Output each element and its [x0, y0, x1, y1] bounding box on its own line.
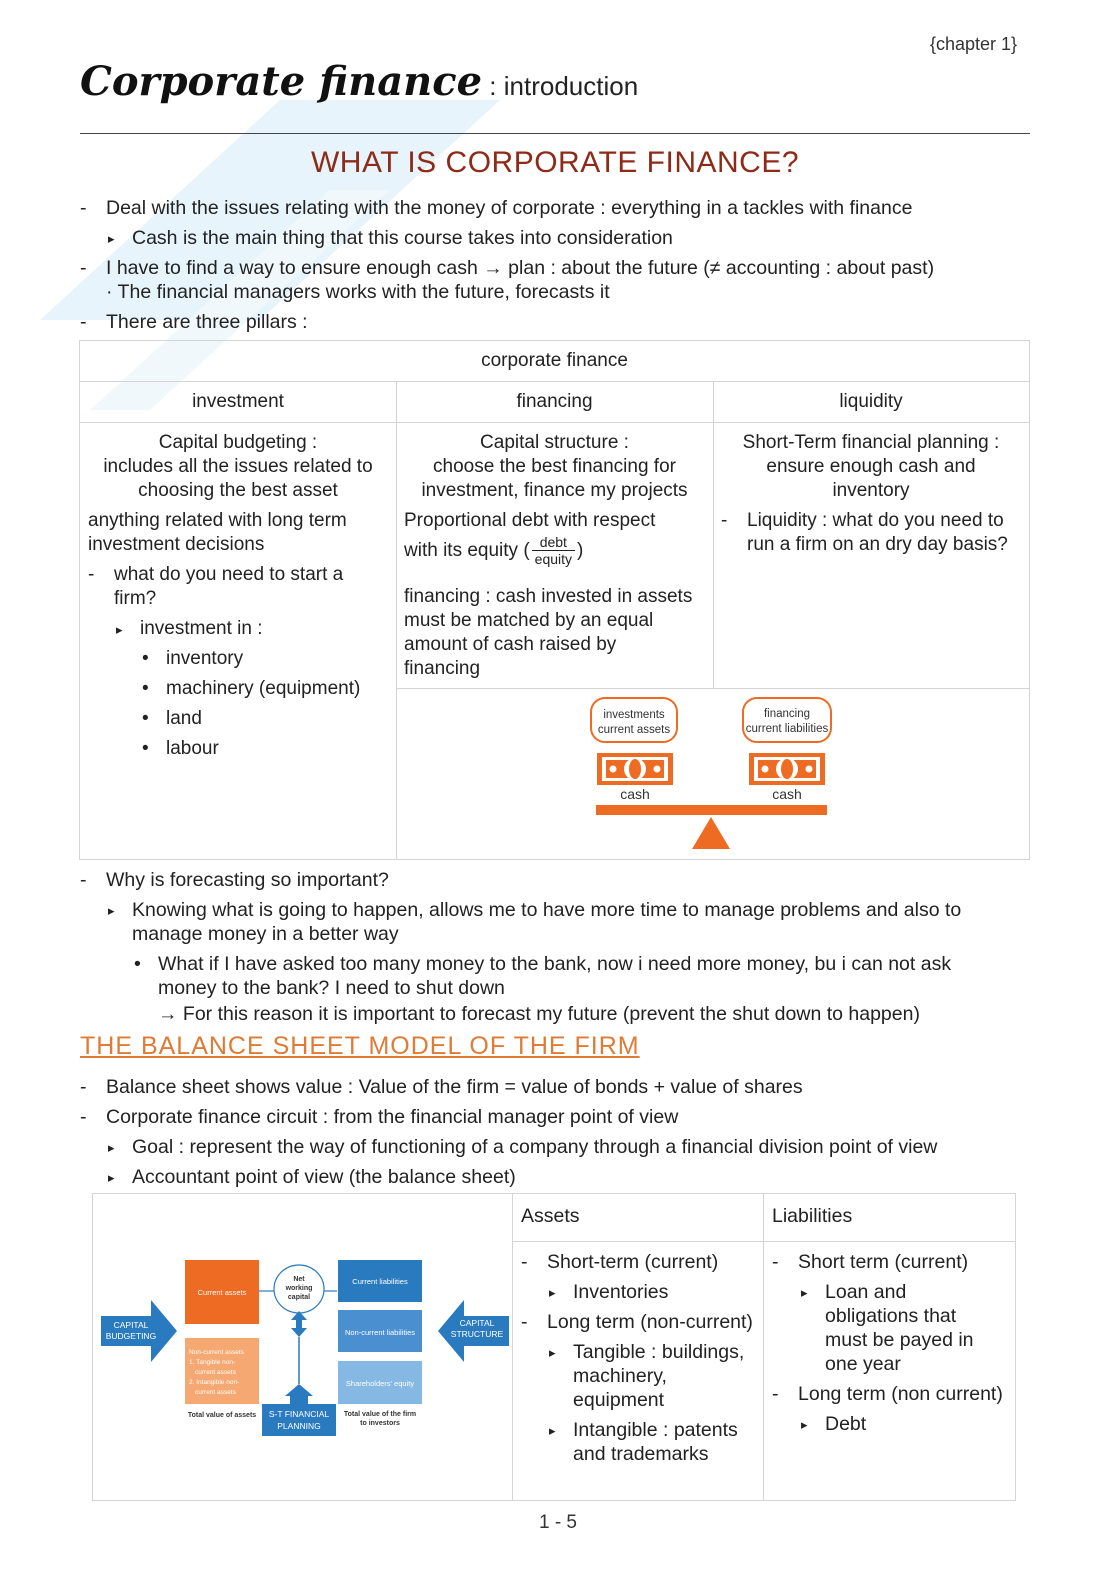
- fin-p2-line: [404, 531, 583, 571]
- bullet-1: - Deal with the issues relating with the money of corporate : everything in a tackles with finance: [106, 196, 912, 220]
- liq-c1: Short-Term financial planning :: [742, 432, 1000, 453]
- diagram-text: BUDGETING: [105, 1331, 157, 1341]
- fin-c1: Capital structure :: [480, 432, 629, 453]
- diagram-text: 1. Tangible non-: [189, 1359, 236, 1366]
- forecast-b1: • What if I have asked too many money to the bank, now i need more money, bu i can not ask: [158, 952, 951, 976]
- diagram-text: PLANNING: [277, 1421, 321, 1431]
- heading-balance-sheet: THE BALANCE SHEET MODEL OF THE FIRM: [80, 1032, 640, 1060]
- liabilities-header: Liabilities: [772, 1205, 853, 1227]
- diagram-text: CAPITAL: [113, 1320, 149, 1330]
- liability-line: - Short term (current): [798, 1250, 968, 1274]
- fin-c2: choose the best financing for: [433, 456, 676, 477]
- cash-icon: [597, 753, 673, 785]
- liability-line: ▸ Debt: [825, 1412, 866, 1436]
- st-planning-arrow: [285, 1384, 313, 1404]
- heading-what-is: WHAT IS CORPORATE FINANCE?: [310, 146, 800, 179]
- asset-line: ▸ Inventories: [573, 1280, 668, 1304]
- inv-p2: investment decisions: [88, 534, 265, 555]
- bullet-2-note: · The financial managers works with the future, forecasts it: [106, 281, 610, 303]
- diagram-text: current assets: [195, 1389, 236, 1396]
- inv-c2: includes all the issues related to: [103, 456, 373, 477]
- liability-line: one year: [825, 1353, 901, 1375]
- fin-p2-end: ): [577, 540, 584, 561]
- diagram-text: Net: [293, 1276, 305, 1283]
- bullet-2: - I have to find a way to ensure enough cash → plan : about the future (≠ accounting : about past): [106, 256, 934, 280]
- diagram-text: working: [285, 1285, 313, 1292]
- diagram-text: current assets: [195, 1369, 236, 1376]
- pillars-header: corporate finance: [481, 350, 628, 371]
- cash-label-right: cash: [772, 786, 802, 802]
- finance-circuit-diagram: [99, 1244, 511, 1444]
- scale-right-1: financing: [763, 708, 811, 720]
- diagram-text: Total value of the firm: [343, 1411, 417, 1418]
- diagram-text: Current liabilities: [352, 1277, 408, 1286]
- liability-line: obligations that: [825, 1305, 957, 1327]
- nwc-arrow: [291, 1311, 307, 1337]
- scale-left-2: current assets: [597, 724, 671, 736]
- forecast-a2: manage money in a better way: [132, 923, 399, 945]
- fin-f4: financing: [404, 658, 481, 679]
- asset-line: machinery,: [573, 1365, 667, 1387]
- chapter-label: {chapter 1}: [930, 34, 1018, 54]
- col-financing: financing: [516, 391, 593, 412]
- col-liquidity: liquidity: [839, 391, 903, 412]
- liability-line: ▸ Loan and: [825, 1280, 906, 1304]
- bullet-1a: ▸ Cash is the main thing that this course takes into consideration: [132, 226, 673, 250]
- asset-line: ▸ Tangible : buildings,: [573, 1340, 744, 1364]
- asset-line: equipment: [573, 1389, 665, 1411]
- diagram-text: Shareholders' equity: [345, 1379, 415, 1388]
- assets-header: Assets: [521, 1205, 580, 1227]
- liq-q1: - Liquidity : what do you need to: [747, 509, 1004, 533]
- diagram-text: capital: [287, 1294, 311, 1301]
- scale-fulcrum: [692, 817, 730, 849]
- financing-label-box: [743, 698, 831, 742]
- inv-q2: firm?: [114, 588, 157, 609]
- diagram-text: Current assets: [197, 1288, 247, 1297]
- balance-table: [92, 1193, 1016, 1501]
- diagram-text: Total value of assets: [187, 1412, 257, 1419]
- diagram-text: S-T FINANCIAL: [268, 1409, 330, 1419]
- diagram-text: 2. Intangible non-: [189, 1379, 240, 1386]
- forecast-q: - Why is forecasting so important?: [106, 868, 389, 892]
- forecast-a1: ▸ Knowing what is going to happen, allows me to have more time to manage problems and also to: [132, 898, 961, 922]
- liability-line: - Long term (non current): [798, 1382, 1003, 1406]
- frac-den: equity: [534, 551, 573, 568]
- asset-line: - Long term (non-current): [547, 1310, 753, 1334]
- liability-line: must be payed in: [825, 1329, 974, 1351]
- diagram-text: Non-current liabilities: [344, 1328, 416, 1337]
- fin-p1: Proportional debt with respect: [404, 510, 656, 531]
- title-separator: :: [482, 71, 504, 101]
- bs-bullet-2b: ▸ Accountant point of view (the balance sheet): [132, 1165, 516, 1189]
- fin-c3: investment, finance my projects: [421, 480, 688, 501]
- scale-left-1: investments: [603, 709, 665, 721]
- diagram-text: STRUCTURE: [450, 1329, 504, 1339]
- col-investment: investment: [192, 391, 284, 412]
- inv-p1: anything related with long term: [88, 510, 347, 531]
- diagram-text: Non-current assets: [189, 1349, 244, 1356]
- inv-item: • labour: [166, 737, 219, 761]
- title-main: Corporate finance: [80, 58, 483, 105]
- debt-equity-fraction: [532, 534, 575, 567]
- inv-item: • inventory: [166, 647, 243, 671]
- title-rule: [80, 133, 1030, 134]
- forecast-b3: → For this reason it is important to forecast my future (prevent the shut down to happen): [158, 1003, 920, 1025]
- diagram-text: CAPITAL: [459, 1318, 495, 1328]
- inv-c3: choosing the best asset: [138, 480, 338, 501]
- liq-c2: ensure enough cash and: [766, 456, 976, 477]
- fin-p2: with its equity (: [404, 540, 530, 561]
- bs-bullet-1: - Balance sheet shows value : Value of the firm = value of bonds + value of shares: [106, 1075, 803, 1099]
- diagram-text: to investors: [360, 1420, 400, 1427]
- title-sub: introduction: [503, 71, 639, 101]
- page-number: 1 - 5: [538, 1512, 578, 1533]
- forecast-b2: money to the bank? I need to shut down: [158, 977, 505, 999]
- bullet-3: - There are three pillars :: [106, 310, 308, 334]
- fin-f3: amount of cash raised by: [404, 634, 617, 655]
- fin-f1: financing : cash invested in assets: [404, 586, 693, 607]
- frac-num: debt: [532, 534, 575, 551]
- inv-sub: ▸ investment in :: [140, 617, 263, 641]
- inv-item: • land: [166, 707, 202, 731]
- asset-line: ▸ Intangible : patents: [573, 1418, 738, 1442]
- scale-beam: [596, 805, 827, 815]
- asset-line: - Short-term (current): [547, 1250, 718, 1274]
- scale-right-2: current liabilities: [745, 723, 829, 735]
- bs-bullet-2a: ▸ Goal : represent the way of functioning of a company through a financial division point of view: [132, 1135, 937, 1159]
- asset-line: and trademarks: [573, 1443, 709, 1465]
- page-title: [80, 58, 638, 105]
- liq-q2: run a firm on an dry day basis?: [747, 534, 1008, 555]
- fin-f2: must be matched by an equal: [404, 610, 654, 631]
- pillars-table: [79, 340, 1030, 860]
- inv-q1: - what do you need to start a: [114, 563, 343, 587]
- bs-bullet-2: - Corporate finance circuit : from the financial manager point of view: [106, 1105, 678, 1129]
- cash-icon: [749, 753, 825, 785]
- cash-balance-scale: [580, 693, 840, 853]
- inv-item: • machinery (equipment): [166, 677, 360, 701]
- inv-c1: Capital budgeting :: [158, 432, 318, 453]
- cash-label-left: cash: [620, 786, 650, 802]
- liq-c3: inventory: [832, 480, 910, 501]
